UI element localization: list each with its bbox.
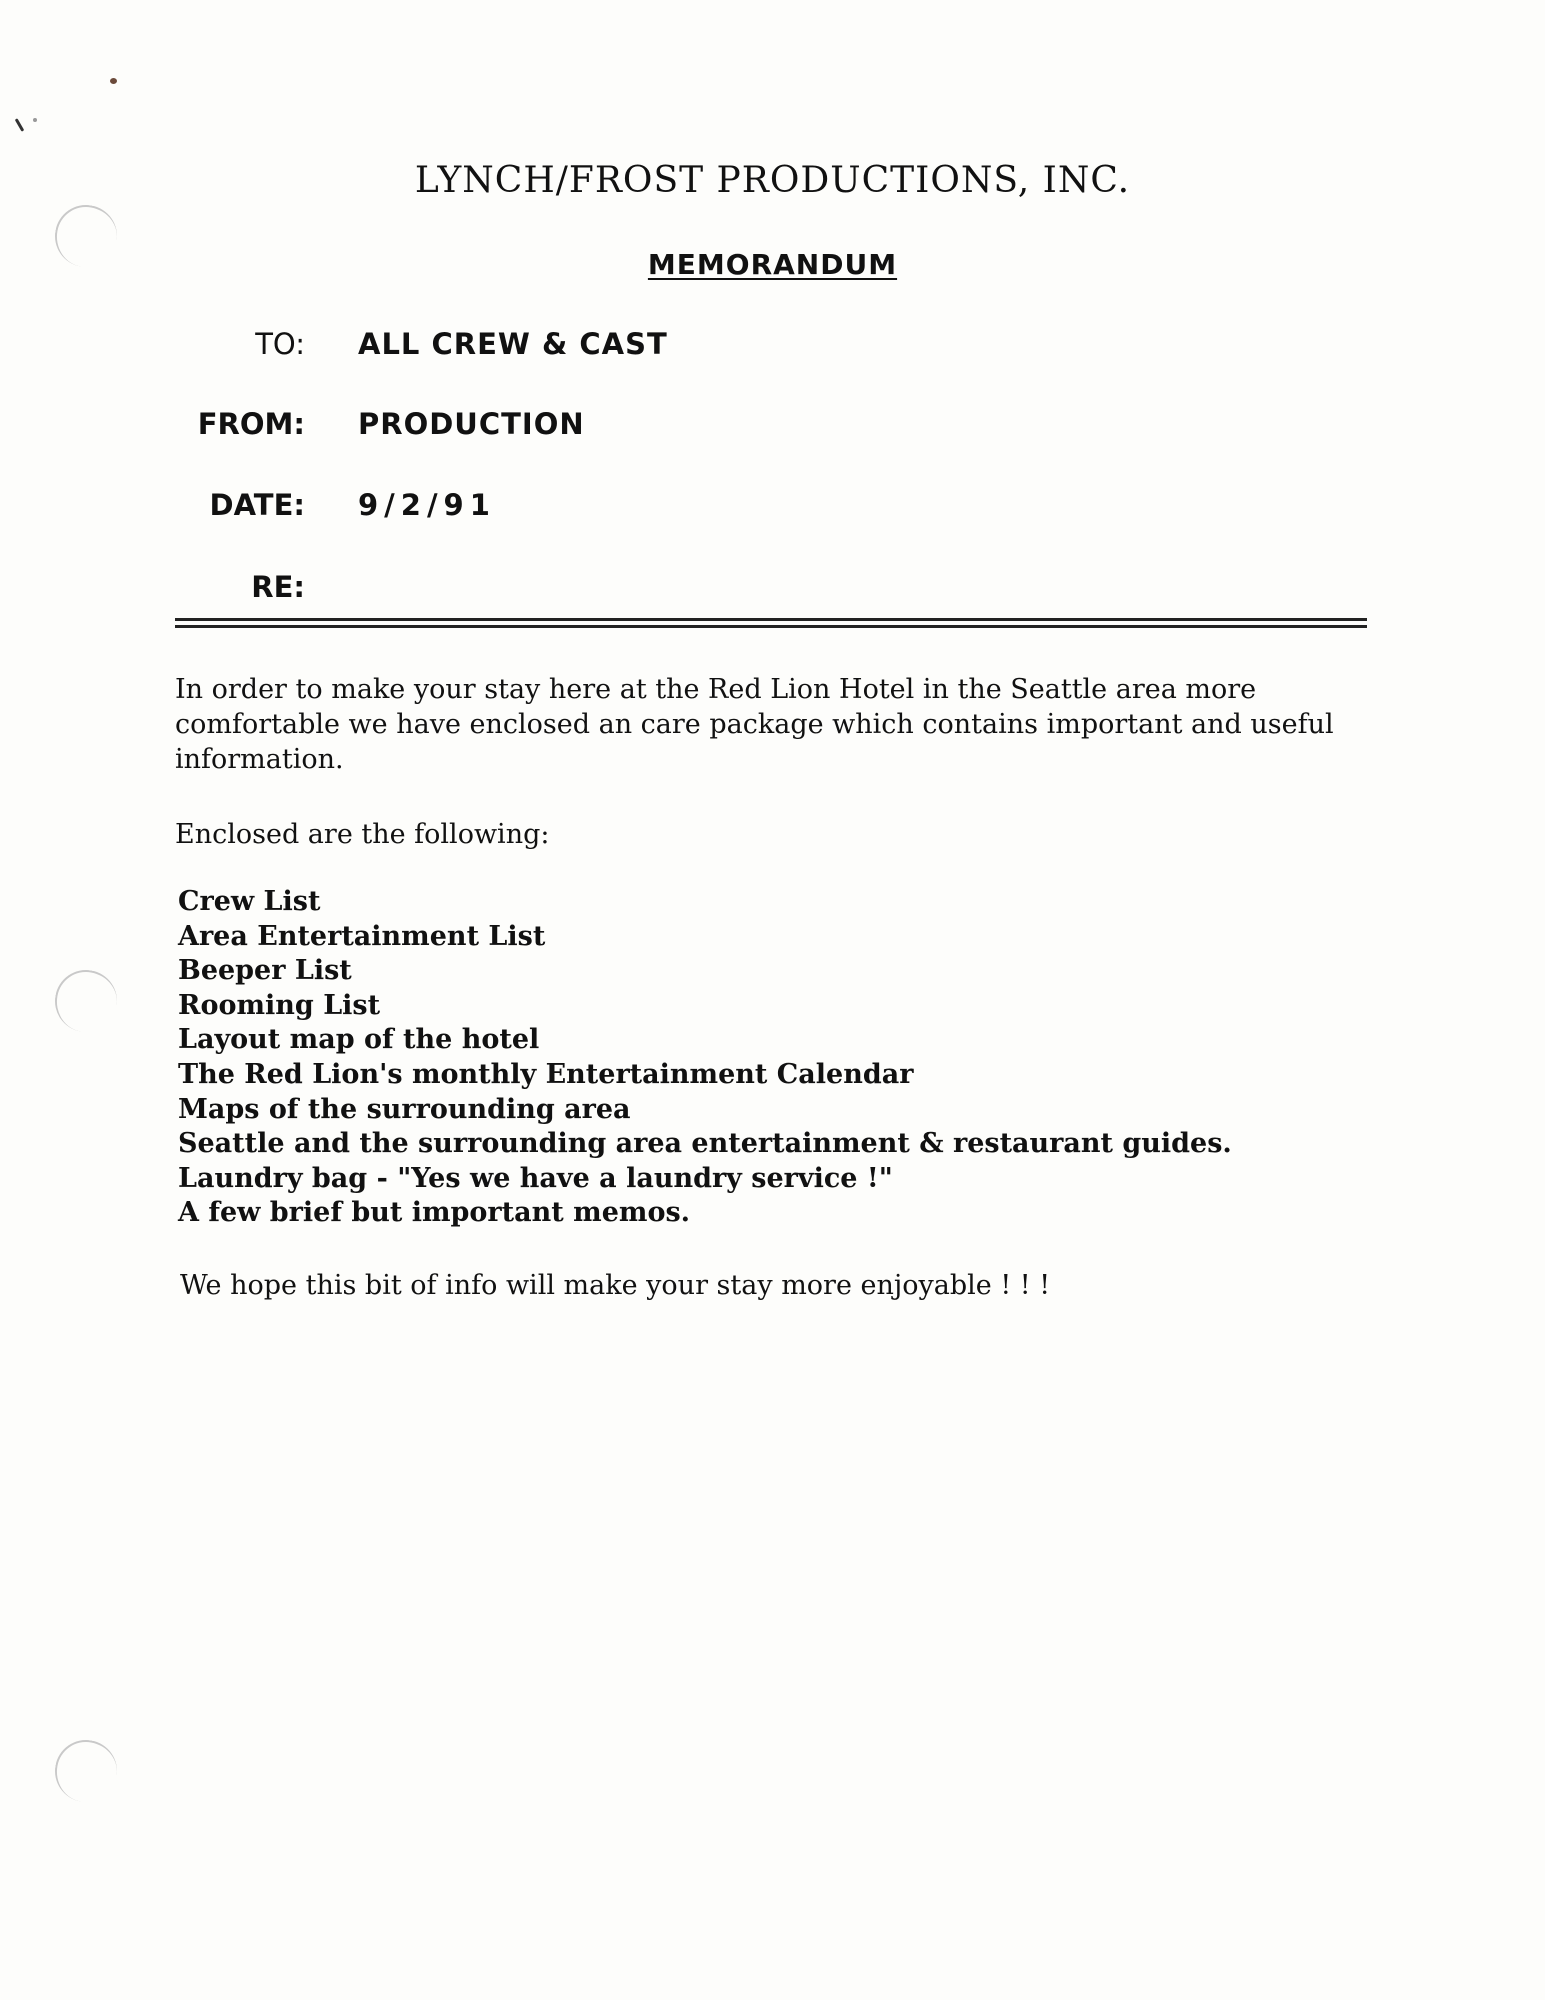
company-name: LYNCH/FROST PRODUCTIONS, INC. — [414, 160, 1131, 201]
enclosed-items-list — [178, 885, 1232, 1231]
enclosed-heading: Enclosed are the following: — [175, 819, 550, 850]
paper-speck — [15, 118, 25, 132]
binder-hole-shadow — [50, 1735, 122, 1807]
list-item: Layout map of the hotel — [178, 1024, 540, 1056]
date-value: 9/2/91 — [358, 488, 496, 522]
header-divider — [175, 618, 1367, 628]
intro-paragraph: In order to make your stay here at the Red Lion Hotel in the Seattle area more comfortable we have enclosed an care package which contains important and useful information. — [175, 674, 1334, 775]
list-item: Area Entertainment List — [178, 920, 546, 952]
paper-speck — [33, 118, 37, 122]
to-label: TO: — [255, 327, 305, 361]
list-item: Crew List — [178, 886, 321, 917]
memo-title: MEMORANDUM — [647, 248, 898, 281]
paper-speck — [110, 78, 117, 84]
list-item: Laundry bag - "Yes we have a laundry service !" — [178, 1162, 893, 1194]
list-item: Maps of the surrounding area — [178, 1093, 631, 1125]
list-item: The Red Lion's monthly Entertainment Calendar — [178, 1058, 914, 1090]
from-label: FROM: — [197, 407, 305, 441]
from-value: PRODUCTION — [358, 407, 585, 441]
date-label: DATE: — [209, 488, 305, 522]
list-item: Rooming List — [178, 989, 381, 1021]
binder-hole-shadow — [50, 965, 122, 1037]
list-item: Beeper List — [178, 955, 352, 987]
list-item: Seattle and the surrounding area entertainment & restaurant guides. — [178, 1128, 1232, 1160]
re-label: RE: — [251, 570, 305, 604]
closing-line: We hope this bit of info will make your stay more enjoyable ! ! ! — [180, 1270, 1051, 1301]
list-item: A few brief but important memos. — [178, 1197, 691, 1229]
to-value: ALL CREW & CAST — [358, 327, 668, 361]
